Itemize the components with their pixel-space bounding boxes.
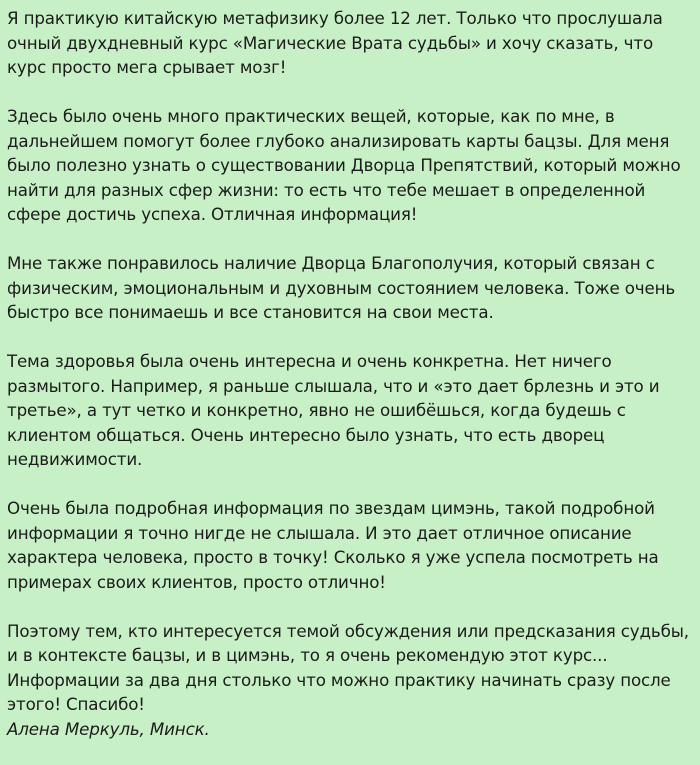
- review-paragraph-4: Тема здоровья была очень интересна и очень конкретна. Нет ничего размытого. Например, я раньше слышала, что и «это дает брлезнь и это и третье», а тут четко и конкретно, явно не ошибёшься, когда будешь с клиентом общаться. Очень интересно было узнать, что есть дворец недвижимости.: [7, 351, 660, 469]
- review-paragraph-2: Здесь было очень много практических вещей, которые, как по мне, в дальнейшем помогут более глубоко анализировать карты бацзы. Для меня было полезно узнать о существовании Дворца Препятствий, который можно найти для разных сфер жизни: то есть что тебе мешает в определенной сфере достичь успеха. Отличная информация!: [7, 106, 681, 224]
- review-paragraph-6-text: Поэтому тем, кто интересуется темой обсуждения или предсказания судьбы, и в контексте бацзы, и в цимэнь, то я очень рекомендую этот курс... Информации за два дня столько что можно практику начинать сразу после этого! Спасибо!: [7, 620, 689, 714]
- review-signature: Алена Меркуль, Минск.: [7, 718, 210, 739]
- review-paragraph-3: Мне также понравилось наличие Дворца Благополучия, который связан с физическим, эмоциональным и духовным состоянием человека. Тоже очень быстро все понимаешь и все становится на свои места.: [7, 253, 676, 322]
- review-paragraph-5: Очень была подробная информация по звездам цимэнь, такой подробной информации я точно нигде не слышала. И это дает отличное описание характера человека, просто в точку! Сколько я уже успела посмотреть на примерах своих клиентов, просто отлично!: [7, 498, 659, 592]
- review-paragraph-1: Я практикую китайскую метафизику более 12 лет. Только что прослушала очный двухдневный курс «Магические Врата судьбы» и хочу сказать, что курс просто мега срывает мозг!: [7, 8, 663, 77]
- review-paragraph-6: [7, 619, 694, 742]
